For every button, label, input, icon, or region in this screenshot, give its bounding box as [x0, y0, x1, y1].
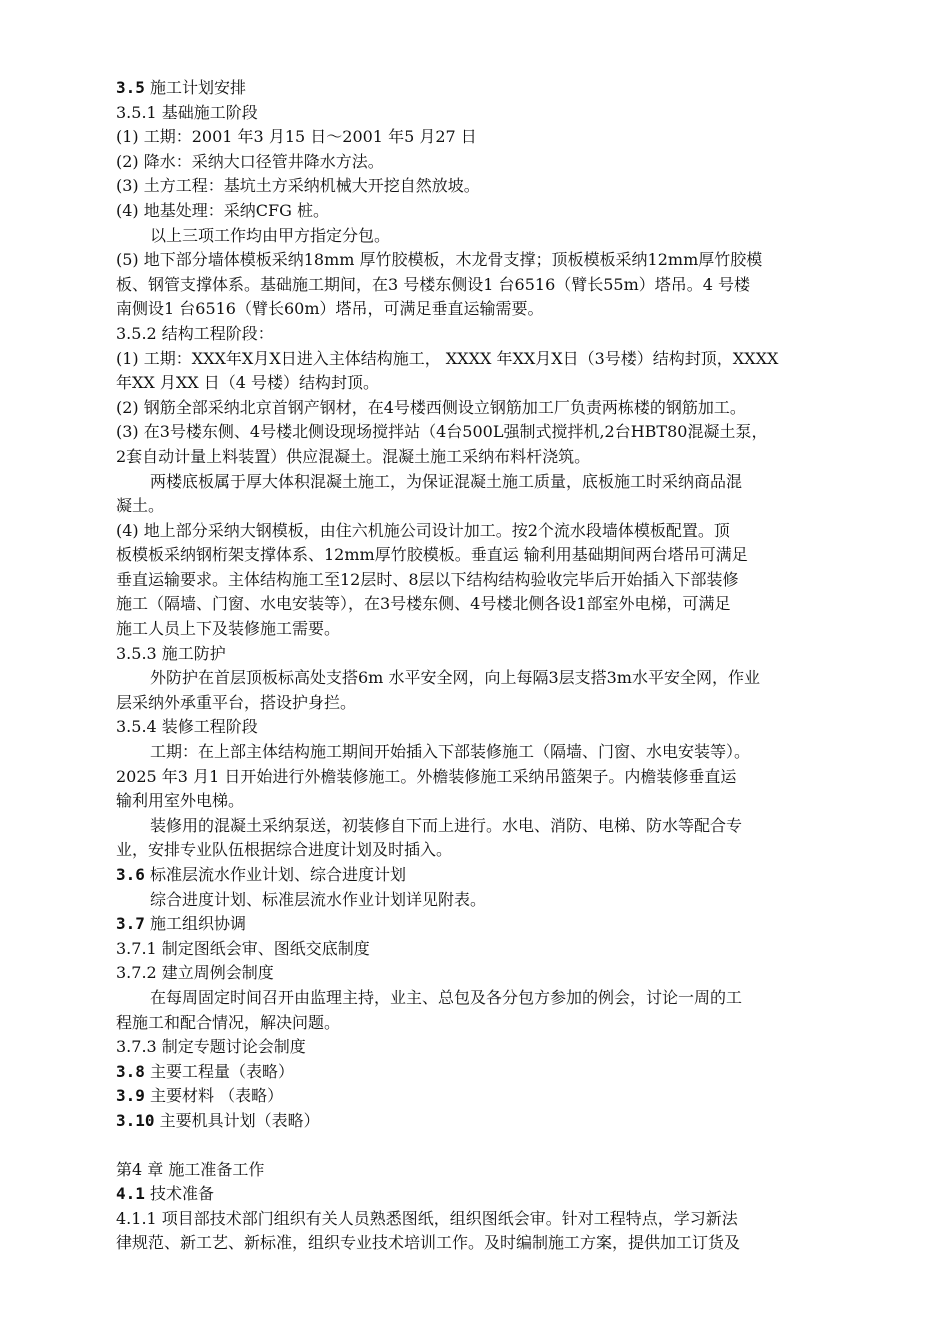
paragraph-line: 装修用的混凝土采纳泵送，初装修自下而上进行。水电、消防、电梯、防水等配合专: [150, 815, 743, 835]
list-item: (3) 土方工程：基坑土方采纳机械大开挖自然放坡。: [116, 176, 480, 196]
paragraph-line: 施工人员上下及装修施工需要。: [116, 619, 341, 639]
section-number: 4.1: [116, 1184, 145, 1204]
paragraph-line: 凝土。: [116, 496, 165, 516]
paragraph-line: (3) 在3号楼东侧、4号楼北侧设现场搅拌站（4台500L强制式搅拌机,2台HBT80混凝土泵，: [116, 422, 768, 442]
section-title: 技术准备: [144, 1184, 214, 1204]
paragraph-line: 输利用室外电梯。: [116, 791, 245, 811]
paragraph-line: 垂直运输要求。主体结构施工至12层时、8层以下结构结构验收完毕后开始插入下部装修: [116, 569, 739, 589]
subsection-heading-3-7-1: 3.7.1 制定图纸会审、图纸交底制度: [116, 938, 370, 958]
paragraph-line: 在每周固定时间召开由监理主持，业主、总包及各分包方参加的例会，讨论一周的工: [150, 987, 743, 1007]
paragraph-line: 程施工和配合情况，解决问题。: [116, 1012, 341, 1032]
paragraph-line: 业，安排专业队伍根据综合进度计划及时插入。: [116, 840, 453, 860]
section-heading-4-1: [116, 1182, 864, 1207]
subsection-heading-3-5-2: 3.5.2 结构工程阶段：: [116, 323, 274, 343]
list-item: (4) 地基处理：采纳CFG 桩。: [116, 200, 329, 220]
section-heading-3-5: [116, 76, 864, 101]
section-number: 3.7: [116, 914, 145, 934]
section-heading-3-10: [116, 1109, 864, 1134]
section-heading-3-9: [116, 1084, 864, 1109]
subsection-heading-3-5-3: 3.5.3 施工防护: [116, 643, 226, 663]
paragraph-line: (5) 地下部分墙体模板采纳18mm 厚竹胶模板，木龙骨支撑；顶板模板采纳12mm厚竹胶模: [116, 250, 763, 270]
paragraph: 以上三项工作均由甲方指定分包。: [150, 225, 391, 245]
section-number: 3.8: [116, 1061, 145, 1081]
paragraph-line: 2025 年3 月1 日开始进行外檐装修施工。外檐装修施工采纳吊篮架子。内檐装修垂直运: [116, 766, 737, 786]
section-title: 施工组织协调: [144, 914, 246, 934]
paragraph-line: 施工（隔墙、门窗、水电安装等），在3号楼东侧、4号楼北侧各设1部室外电梯，可满足: [116, 594, 731, 614]
list-item: (2) 降水：采纳大口径管井降水方法。: [116, 151, 384, 171]
paragraph-line: (2) 钢筋全部采纳北京首钢产钢材，在4号楼西侧设立钢筋加工厂负责两栋楼的钢筋加工。: [116, 397, 746, 417]
paragraph-line: (1) 工期：XXX年X月X日进入主体结构施工， XXXX 年XX月X日（3号楼）结构封顶，XXXX: [116, 348, 779, 368]
paragraph-line: 2套自动计量上料装置）供应混凝土。混凝土施工采纳布料杆浇筑。: [116, 446, 591, 466]
subsection-heading-3-7-2: 3.7.2 建立周例会制度: [116, 963, 274, 983]
paragraph-line: 律规范、新工艺、新标准，组织专业技术培训工作。及时编制施工方案，提供加工订货及: [116, 1233, 741, 1253]
document-page: [116, 76, 864, 1256]
paragraph-line: 工期：在上部主体结构施工期间开始插入下部装修施工（隔墙、门窗、水电安装等）。: [150, 742, 751, 762]
paragraph-line: 南侧设1 台6516（臂长60m）塔吊，可满足垂直运输需要。: [116, 299, 544, 319]
paragraph-line: 年XX 月XX 日（4 号楼）结构封顶。: [116, 373, 380, 393]
section-title: 施工计划安排: [144, 78, 246, 97]
paragraph-line: 两楼底板属于厚大体积混凝土施工，为保证混凝土施工质量，底板施工时采纳商品混: [150, 471, 743, 491]
subsection-heading-3-7-3: 3.7.3 制定专题讨论会制度: [116, 1037, 306, 1057]
section-heading-3-7: [116, 912, 864, 937]
list-item: (1) 工期：2001 年3 月15 日～2001 年5 月27 日: [116, 127, 477, 147]
section-number: 3.9: [116, 1086, 145, 1106]
paragraph-line: 外防护在首层顶板标高处支搭6m 水平安全网，向上每隔3层支搭3m水平安全网，作业: [150, 668, 760, 688]
paragraph-line: 板模板采纳钢桁架支撑体系、12mm厚竹胶模板。垂直运 输利用基础期间两台塔吊可满足: [116, 545, 748, 565]
section-number: 3.10: [116, 1110, 155, 1130]
section-title: 主要材料 （表略）: [144, 1086, 284, 1106]
paragraph-line: 板、钢管支撑体系。基础施工期间，在3 号楼东侧设1 台6516（臂长55m）塔吊。4 号楼: [116, 274, 751, 294]
paragraph: 综合进度计划、标准层流水作业计划详见附表。: [150, 889, 487, 909]
section-heading-3-8: [116, 1060, 864, 1085]
paragraph-line: 4.1.1 项目部技术部门组织有关人员熟悉图纸，组织图纸会审。针对工程特点，学习新法: [116, 1208, 738, 1228]
section-title: 主要工程量（表略）: [144, 1061, 294, 1081]
blank-line: [116, 1134, 864, 1158]
section-heading-3-6: [116, 863, 864, 888]
chapter-heading-4: 第4 章 施工准备工作: [116, 1159, 265, 1179]
subsection-heading-3-5-1: 3.5.1 基础施工阶段: [116, 102, 258, 122]
paragraph-line: 层采纳外承重平台，搭设护身拦。: [116, 692, 357, 712]
section-number: 3.5: [116, 78, 145, 97]
section-title: 标准层流水作业计划、综合进度计划: [144, 865, 406, 884]
subsection-heading-3-5-4: 3.5.4 装修工程阶段: [116, 717, 258, 737]
section-title: 主要机具计划（表略）: [154, 1110, 320, 1130]
section-number: 3.6: [116, 865, 145, 884]
paragraph-line: (4) 地上部分采纳大钢模板，由住六机施公司设计加工。按2个流水段墙体模板配置。顶: [116, 520, 730, 540]
